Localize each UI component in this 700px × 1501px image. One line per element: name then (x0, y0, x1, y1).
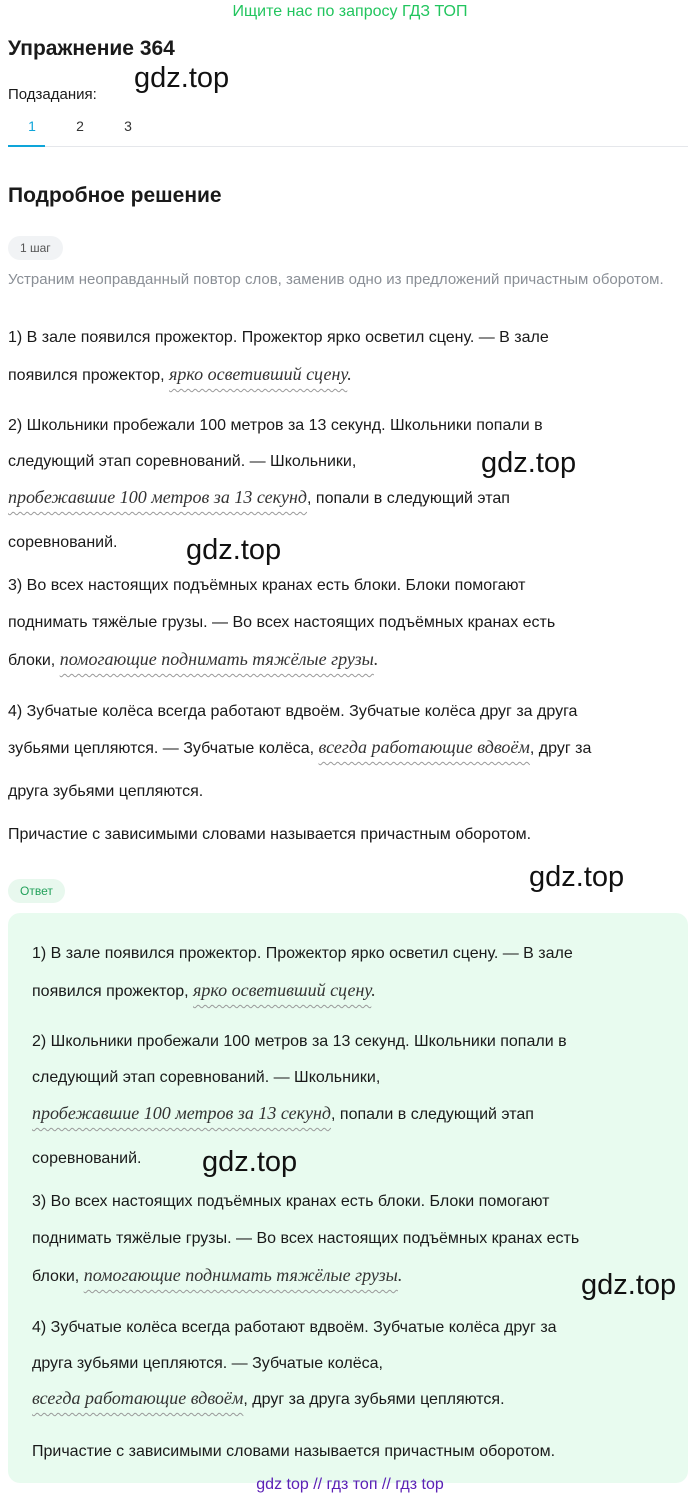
participle-phrase: пробежавшие 100 метров за 13 секунд (32, 1103, 332, 1123)
step-badge: 1 шаг (8, 236, 63, 260)
footer-links: gdz top // гдз топ // гдз top (256, 1476, 444, 1493)
subtask-tabs (8, 118, 152, 134)
solution-line (8, 737, 591, 758)
participle-phrase: помогающие поднимать тяжёлые грузы (59, 649, 374, 669)
solution-line: следующий этап соревнований. — Школьники, (8, 453, 357, 470)
answer-line: 4) Зубчатые колёса всегда работают вдвоём. Зубчатые колёса друг за (32, 1319, 557, 1336)
participle-phrase: ярко осветивший сцену (193, 980, 372, 1000)
answer-line (32, 1265, 402, 1286)
solution-line: соревнований. (8, 534, 118, 551)
participle-phrase: ярко осветивший сцену (169, 364, 348, 384)
participle-phrase: помогающие поднимать тяжёлые грузы (83, 1265, 398, 1285)
intro-text: Устраним неоправданный повтор слов, заменив одно из предложений причастным оборотом. (8, 271, 664, 288)
text-span: блоки, (8, 652, 60, 669)
participle-phrase: пробежавшие 100 метров за 13 секунд (8, 487, 308, 507)
participle-phrase: всегда работающие вдвоём (32, 1388, 244, 1408)
answer-line (32, 980, 376, 1001)
solution-line: поднимать тяжёлые грузы. — Во всех настоящих подъёмных кранах есть (8, 614, 556, 631)
text-span: , попали в следующий этап (331, 1106, 534, 1123)
solution-line: 3) Во всех настоящих подъёмных кранах есть блоки. Блоки помогают (8, 577, 526, 594)
answer-line: следующий этап соревнований. — Школьники, (32, 1069, 381, 1086)
solution-conclusion: Причастие с зависимыми словами называется причастным оборотом. (8, 826, 532, 843)
watermark: gdz.top (481, 447, 577, 479)
tab-3[interactable]: 3 (124, 118, 132, 134)
solution-line (8, 649, 378, 670)
answer-line: соревнований. (32, 1150, 142, 1167)
section-title: Подробное решение (8, 184, 222, 207)
watermark: gdz.top (186, 534, 282, 566)
participle-phrase: всегда работающие вдвоём (318, 737, 530, 757)
answer-line (32, 1103, 534, 1124)
punct: . (347, 364, 352, 384)
subtasks-label: Подзадания: (8, 86, 97, 103)
text-span: зубьями цепляются. — Зубчатые колёса, (8, 740, 319, 757)
text-span: появился прожектор, (8, 367, 170, 384)
solution-line (8, 364, 352, 385)
text-span: , друг за (529, 740, 592, 757)
answer-line: 3) Во всех настоящих подъёмных кранах есть блоки. Блоки помогают (32, 1193, 550, 1210)
answer-line: поднимать тяжёлые грузы. — Во всех настоящих подъёмных кранах есть (32, 1230, 580, 1247)
solution-line: друга зубьями цепляются. (8, 783, 204, 800)
watermark: gdz.top (529, 861, 625, 893)
solution-line (8, 487, 510, 508)
text-span: , друг за друга зубьями цепляются. (243, 1391, 505, 1408)
page-title: Упражнение 364 (8, 37, 175, 60)
answer-line (32, 1388, 505, 1409)
text-span: появился прожектор, (32, 983, 194, 1000)
answer-line: друга зубьями цепляются. — Зубчатые колёса, (32, 1355, 383, 1372)
punct: . (397, 1265, 403, 1285)
answer-conclusion: Причастие с зависимыми словами называется причастным оборотом. (32, 1443, 556, 1460)
answer-line: 2) Школьники пробежали 100 метров за 13 секунд. Школьники попали в (32, 1033, 567, 1050)
tabs-divider (8, 146, 688, 147)
watermark: gdz.top (581, 1269, 677, 1301)
text-span: , попали в следующий этап (307, 490, 510, 507)
answer-line: 1) В зале появился прожектор. Прожектор ярко осветил сцену. — В зале (32, 945, 573, 962)
answer-badge: Ответ (8, 879, 65, 903)
punct: . (371, 980, 376, 1000)
tab-2[interactable]: 2 (76, 118, 84, 134)
search-banner: Ищите нас по запросу ГДЗ ТОП (232, 3, 468, 20)
text-span: блоки, (32, 1268, 84, 1285)
solution-line: 4) Зубчатые колёса всегда работают вдвоём. Зубчатые колёса друг за друга (8, 703, 578, 720)
watermark: gdz.top (134, 62, 230, 94)
active-tab-indicator (8, 145, 45, 147)
punct: . (373, 649, 379, 669)
tab-1[interactable]: 1 (28, 118, 36, 134)
watermark: gdz.top (202, 1146, 298, 1178)
solution-line: 1) В зале появился прожектор. Прожектор ярко осветил сцену. — В зале (8, 329, 549, 346)
solution-line: 2) Школьники пробежали 100 метров за 13 секунд. Школьники попали в (8, 417, 543, 434)
